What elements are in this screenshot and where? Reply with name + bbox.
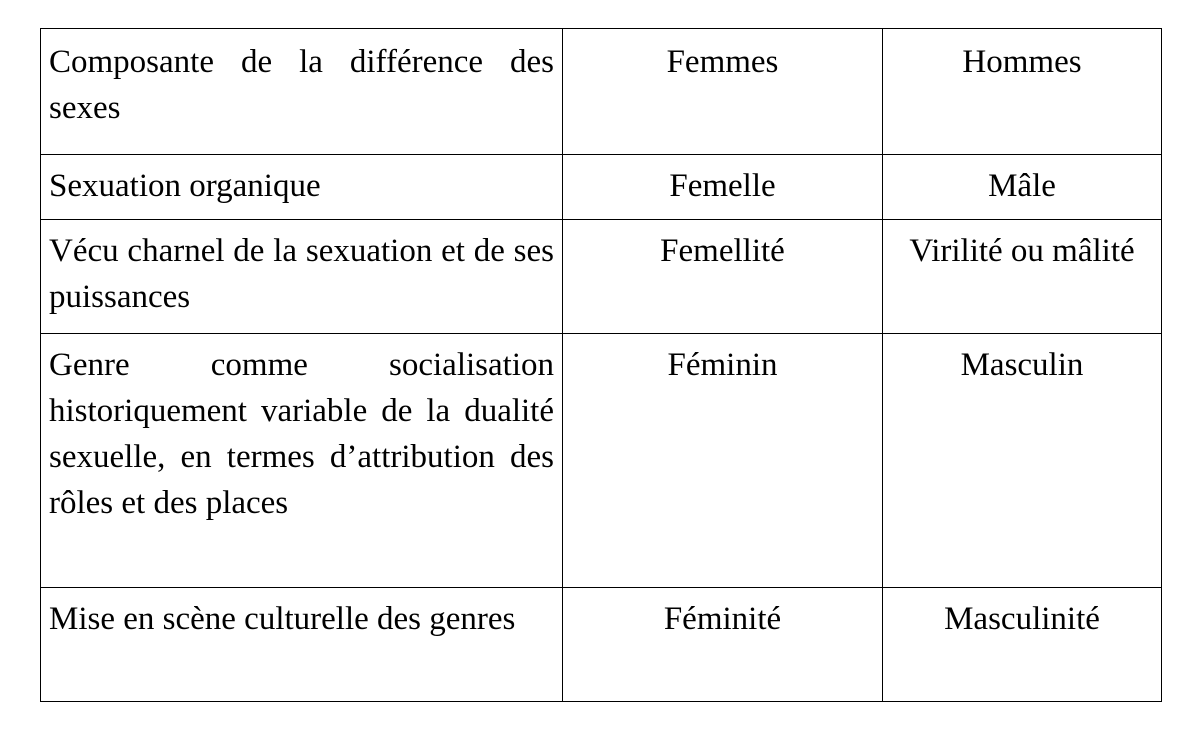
cell-men: Mâle (883, 155, 1162, 220)
cell-women: Femellité (563, 220, 883, 334)
cell-component: Sexuation organique (41, 155, 563, 220)
cell-men: Masculin (883, 334, 1162, 588)
header-men: Hommes (883, 29, 1162, 155)
cell-women: Féminité (563, 588, 883, 702)
cell-men: Masculinité (883, 588, 1162, 702)
cell-women: Féminin (563, 334, 883, 588)
header-women: Femmes (563, 29, 883, 155)
cell-component: Vécu charnel de la sexuation et de ses puissances (41, 220, 563, 334)
table-row (41, 155, 1162, 220)
cell-women: Femelle (563, 155, 883, 220)
sex-difference-table (40, 28, 1162, 702)
cell-men: Virilité ou mâlité (883, 220, 1162, 334)
table-row (41, 588, 1162, 702)
cell-component: Mise en scène culturelle des genres (41, 588, 563, 702)
cell-component: Genre comme socialisation historiquement variable de la dualité sexuelle, en termes d’attribution des rôles et des places (41, 334, 563, 588)
table-header-row (41, 29, 1162, 155)
table-row (41, 220, 1162, 334)
header-component: Composante de la différence des sexes (41, 29, 563, 155)
table-row (41, 334, 1162, 588)
